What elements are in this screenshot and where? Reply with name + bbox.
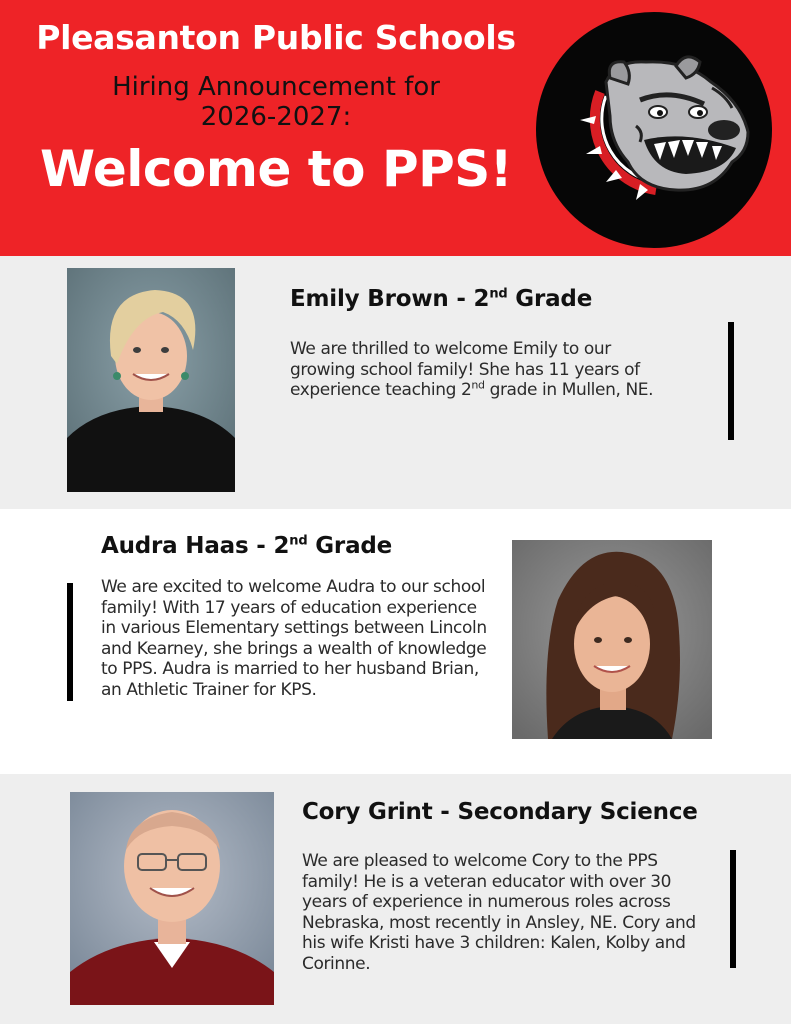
- ordinal-suffix: nd: [289, 533, 308, 549]
- portrait-image-icon: [70, 792, 274, 1005]
- welcome-heading: Welcome to PPS!: [39, 140, 513, 198]
- hire-role: Grade: [507, 286, 593, 312]
- hire-card-emily-brown: [0, 256, 791, 509]
- announcement-subtitle: [0, 72, 552, 132]
- hire-bio: We are excited to welcome Audra to our school family! With 17 years of education experience in various Elementary settings between Lincoln and Kearney, she brings a wealth of knowledge to PPS. Audra is married to her husband Brian, an Athletic Trainer for KPS.: [101, 577, 487, 700]
- bulldog-logo: [536, 12, 772, 248]
- hire-bio: We are pleased to welcome Cory to the PPS family! He is a veteran educator with over 30 years of experience in numerous roles across Nebraska, most recently in Ansley, NE. Cory and his wife Kristi have 3 children: Kalen, Kolby and Corinne.: [302, 851, 696, 974]
- hire-name: [101, 533, 392, 559]
- cory-grint-photo: [70, 792, 274, 1005]
- header-banner: [0, 0, 791, 256]
- accent-bar: [730, 850, 736, 968]
- hire-card-audra-haas: [0, 509, 791, 774]
- hire-bio: [290, 339, 678, 401]
- school-name: Pleasanton Public Schools: [36, 18, 516, 57]
- ordinal-suffix: nd: [489, 286, 508, 302]
- hire-name: Cory Grint - Secondary Science: [302, 799, 698, 825]
- portrait-image-icon: [512, 540, 712, 739]
- accent-bar: [728, 322, 734, 440]
- hire-card-cory-grint: [0, 774, 791, 1024]
- hire-bio-text-end: grade in Mullen, NE.: [484, 380, 654, 400]
- portrait-image-icon: [67, 268, 235, 492]
- hire-bio-text: We are thrilled to welcome Emily to our growing school family! She has 11 years of experience teaching 2: [290, 339, 640, 400]
- hire-name-text: Emily Brown - 2: [290, 286, 490, 312]
- accent-bar: [67, 583, 73, 701]
- emily-brown-photo: [67, 268, 235, 492]
- hire-role: Grade: [307, 533, 393, 559]
- subtitle-line-1: Hiring Announcement for: [112, 72, 440, 102]
- ordinal-suffix: nd: [471, 378, 485, 392]
- hire-name-text: Audra Haas - 2: [101, 533, 290, 559]
- audra-haas-photo: [512, 540, 712, 739]
- subtitle-line-2: 2026-2027:: [200, 102, 352, 132]
- bulldog-mascot-icon: [536, 12, 772, 248]
- hire-name: [290, 286, 592, 312]
